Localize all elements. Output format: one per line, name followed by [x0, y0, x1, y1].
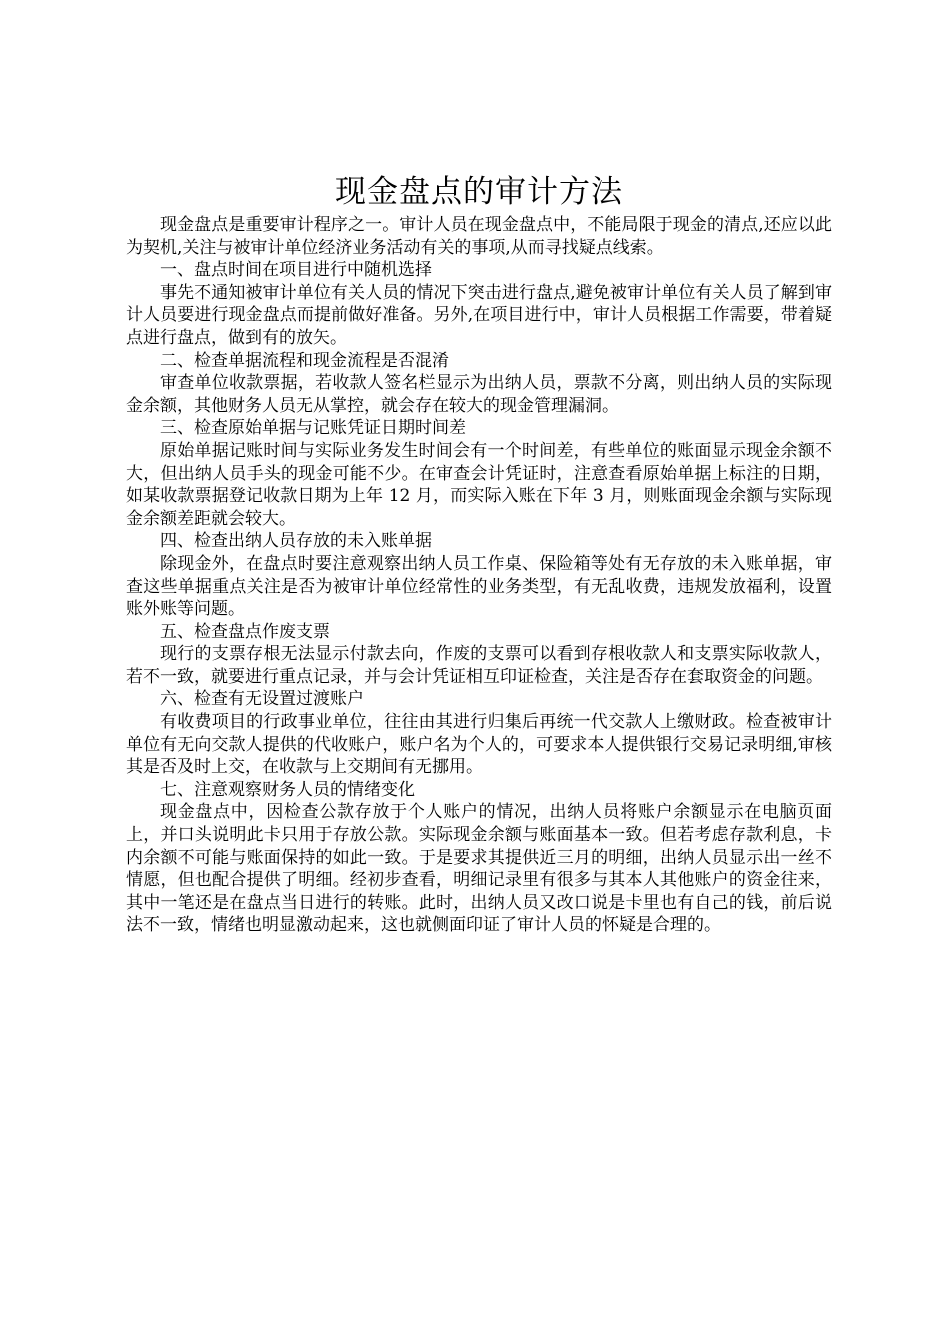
section-6-heading: 六、检查有无设置过渡账户	[160, 689, 364, 710]
section-1-body: 事先不通知被审计单位有关人员的情况下突击进行盘点,避免被审计单位有关人员了解到审计人员要进行现金盘点而提前做好准备。另外,在项目进行中，审计人员根据工作需要，带着疑点进行盘点，做到有的放矢。	[126, 282, 832, 348]
section-4-body: 除现金外，在盘点时要注意观察出纳人员工作桌、保险箱等处有无存放的未入账单据，审查这些单据重点关注是否为被审计单位经常性的业务类型，有无乱收费，违规发放福利，设置账外账等问题。	[126, 553, 832, 620]
section-4-heading: 四、检查出纳人员存放的未入账单据	[160, 531, 432, 552]
document-title: 现金盘点的审计方法	[335, 174, 623, 210]
document-page	[126, 172, 832, 937]
section-2-body: 审查单位收款票据，若收款人签名栏显示为出纳人员，票款不分离，则出纳人员的实际现金余额，其他财务人员无从掌控，就会存在较大的现金管理漏洞。	[126, 373, 832, 416]
section-5-body: 现行的支票存根无法显示付款去向，作废的支票可以看到存根收款人和支票实际收款人，若不一致，就要进行重点记录，并与会计凭证相互印证检查，关注是否存在套取资金的问题。	[126, 644, 832, 687]
section-1-heading: 一、盘点时间在项目进行中随机选择	[160, 260, 432, 281]
intro-paragraph: 现金盘点是重要审计程序之一。审计人员在现金盘点中，不能局限于现金的清点,还应以此为契机,关注与被审计单位经济业务活动有关的事项,从而寻找疑点线索。	[126, 215, 832, 258]
section-7-body: 现金盘点中，因检查公款存放于个人账户的情况，出纳人员将账户余额显示在电脑页面上，并口头说明此卡只用于存放公款。实际现金余额与账面基本一致。但若考虑存款利息，卡内余额不可能与账面保持的如此一致。于是要求其提供近三月的明细，出纳人员显示出一丝不情愿，但也配合提供了明细。经初步查看，明细记录里有很多与其本人其他账户的资金往来，其中一笔还是在盘点当日进行的转账。此时，出纳人员又改口说是卡里也有自己的钱，前后说法不一致，情绪也明显激动起来，这也就侧面印证了审计人员的怀疑是合理的。	[126, 802, 832, 936]
section-7-heading: 七、注意观察财务人员的情绪变化	[160, 779, 415, 800]
section-3-body: 原始单据记账时间与实际业务发生时间会有一个时间差，有些单位的账面显示现金余额不大，但出纳人员手头的现金可能不少。在审查会计凭证时，注意查看原始单据上标注的日期，如某收款票据登记收款日期为上年 12 月，而实际入账在下年 3 月，则账面现金余额与实际现金余额差距就会较大。	[126, 440, 832, 529]
section-5-heading: 五、检查盘点作废支票	[160, 621, 330, 642]
section-3-heading: 三、检查原始单据与记账凭证日期时间差	[160, 418, 466, 439]
section-2-heading: 二、检查单据流程和现金流程是否混淆	[160, 350, 449, 371]
section-6-body: 有收费项目的行政事业单位，往往由其进行归集后再统一代交款人上缴财政。检查被审计单位有无向交款人提供的代收账户，账户名为个人的，可要求本人提供银行交易记录明细,审核其是否及时上交，在收款与上交期间有无挪用。	[126, 712, 832, 778]
